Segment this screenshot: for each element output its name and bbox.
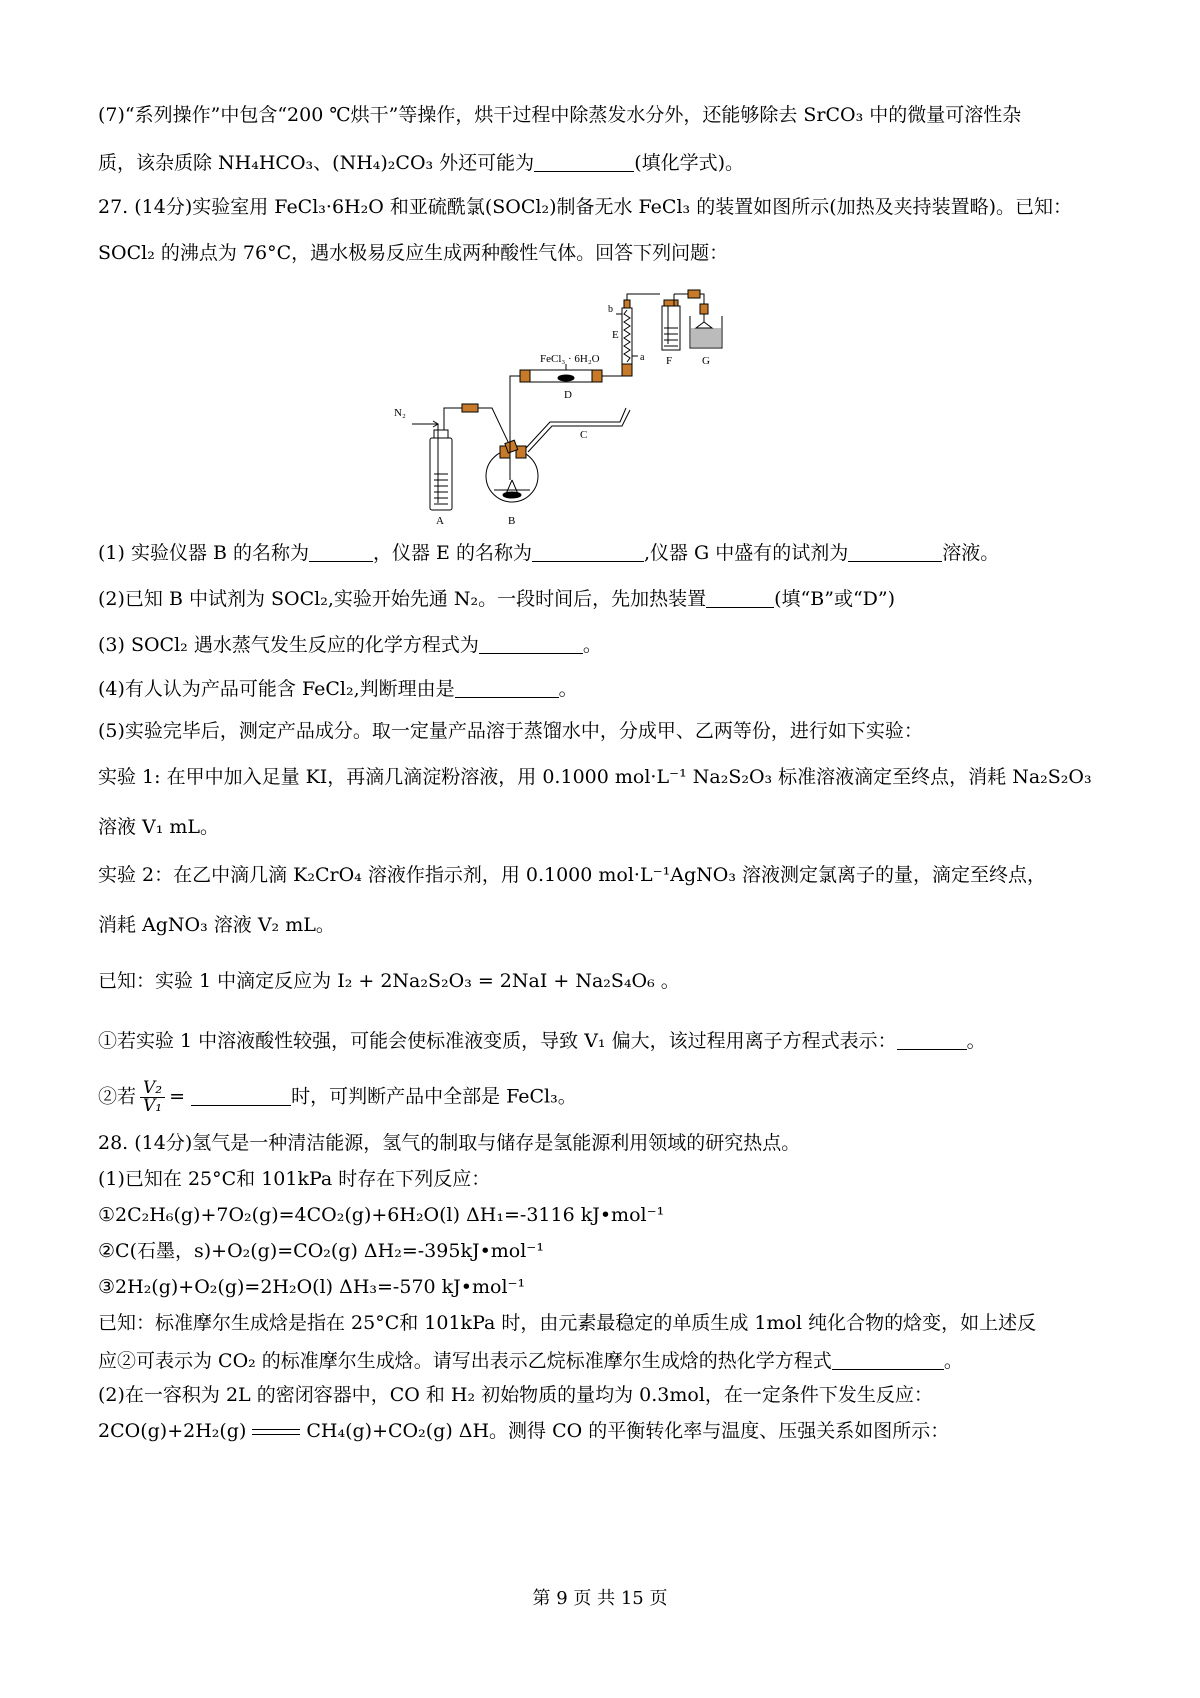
page-footer: 第 9 页 共 15 页: [532, 1588, 668, 1609]
answer-blank[interactable]: [832, 1350, 944, 1370]
fraction-numerator: V₂: [140, 1080, 165, 1098]
equilibrium-arrow-icon: [252, 1425, 300, 1439]
label-n2: N₂: [394, 407, 406, 419]
apparatus-diagram: [394, 298, 760, 530]
ratio-fraction: [140, 1080, 165, 1115]
q27-p3-a: (3) SOCl₂ 遇水蒸气发生反应的化学方程式为: [98, 634, 479, 656]
label-a: A: [436, 515, 444, 527]
q27-p2-b: (填“B”或“D”): [774, 588, 896, 610]
equals-sign: =: [169, 1085, 186, 1108]
q27-p3-b: 。: [582, 634, 602, 656]
q27-known: 已知：实验 1 中滴定反应为 I₂ + 2Na₂S₂O₃ = 2NaI + Na₂S₄O₆ 。: [98, 970, 680, 992]
flask-b: [486, 428, 538, 502]
label-b: B: [508, 515, 516, 527]
q26-7-line2: [98, 152, 744, 173]
label-f: F: [666, 355, 673, 367]
q27-exp2-line2: 消耗 AgNO₃ 溶液 V₂ mL。: [98, 914, 335, 936]
q28-p1: (1)已知在 25°C和 101kPa 时存在下列反应：: [98, 1168, 491, 1190]
q28-def2-a: 应②可表示为 CO₂ 的标准摩尔生成焓。请写出表示乙烷标准摩尔生成焓的热化学方程式: [98, 1350, 832, 1372]
label-a-port: a: [640, 352, 645, 363]
q27-exp1-line1: 实验 1: 在甲中加入足量 KI，再滴几滴淀粉溶液，用 0.1000 mol·L⁻¹ Na₂S₂O₃ 标准溶液滴定至终点，消耗 Na₂S₂O₃: [98, 766, 1092, 788]
q27-p4-b: 。: [558, 678, 578, 700]
answer-blank[interactable]: [706, 588, 774, 608]
q28-p2: (2)在一容积为 2L 的密闭容器中，CO 和 H₂ 初始物质的量均为 0.3mol，在一定条件下发生反应：: [98, 1384, 933, 1406]
answer-blank[interactable]: [534, 152, 634, 172]
q28-eq-right: CH₄(g)+CO₂(g) ΔH。测得 CO 的平衡转化率与温度、压强关系如图所示：: [306, 1420, 950, 1442]
q26-7-line2-text: 质，该杂质除 NH₄HCO₃、(NH₄)₂CO₃ 外还可能为: [98, 152, 535, 174]
q28-intro: 28. (14分)氢气是一种清洁能源，氢气的制取与储存是氢能源利用领域的研究热点。: [98, 1132, 801, 1154]
q28-reaction-2: ②C(石墨，s)+O₂(g)=CO₂(g) ΔH₂=-395kJ•mol⁻¹: [98, 1240, 544, 1262]
q28-definition-line1: 已知：标准摩尔生成焓是指在 25°C和 101kPa 时，由元素最稳定的单质生成 1mol 纯化合物的焓变，如上述反: [98, 1312, 1037, 1334]
q27-p2-a: (2)已知 B 中试剂为 SOCl₂,实验开始先通 N₂。一段时间后，先加热装置: [98, 588, 707, 610]
q27-c2: [98, 1080, 577, 1115]
q27-c2-a: ②若: [98, 1085, 137, 1108]
q27-intro-line2: SOCl₂ 的沸点为 76°C，遇水极易反应生成两种酸性气体。回答下列问题：: [98, 242, 729, 264]
answer-blank[interactable]: [532, 542, 644, 562]
tube-d: [520, 364, 602, 382]
q27-p4-a: (4)有人认为产品可能含 FeCl₂,判断理由是: [98, 678, 455, 700]
answer-blank[interactable]: [191, 1086, 291, 1106]
label-b-port: b: [608, 304, 613, 315]
label-fecl3: FeCl₃ · 6H₂O: [540, 353, 600, 365]
q28-equation: [98, 1422, 949, 1441]
label-e: E: [612, 329, 619, 341]
q27-c2-b: 时，可判断产品中全部是 FeCl₃。: [291, 1085, 577, 1108]
label-d: D: [564, 389, 572, 401]
q27-intro-line1: 27. (14分)实验室用 FeCl₃·6H₂O 和亚硫酰氯(SOCl₂)制备无水 FeCl₃ 的装置如图所示(加热及夹持装置略)。已知：: [98, 196, 1073, 218]
answer-blank[interactable]: [848, 542, 942, 562]
q27-p1-a: (1) 实验仪器 B 的名称为: [98, 542, 309, 564]
label-c: C: [580, 429, 588, 441]
q27-exp2-line1: 实验 2：在乙中滴几滴 K₂CrO₄ 溶液作指示剂，用 0.1000 mol·L⁻¹AgNO₃ 溶液测定氯离子的量，滴定至终点，: [98, 864, 1046, 886]
q27-p1: [98, 542, 999, 563]
q28-reaction-1: ①2C₂H₆(g)+7O₂(g)=4CO₂(g)+6H₂O(l) ΔH₁=-3116 kJ•mol⁻¹: [98, 1204, 665, 1226]
q27-c1-b: 。: [966, 1030, 986, 1052]
answer-blank[interactable]: [309, 542, 373, 562]
q27-p4: [98, 678, 578, 699]
q27-p5: (5)实验完毕后，测定产品成分。取一定量产品溶于蒸馏水中，分成甲、乙两等份，进行如下实验：: [98, 720, 923, 742]
q28-def2-b: 。: [943, 1350, 963, 1372]
q28-eq-left: 2CO(g)+2H₂(g): [98, 1420, 247, 1442]
q27-c1-a: ①若实验 1 中溶液酸性较强，可能会使标准液变质，导致 V₁ 偏大，该过程用离子方程式表示：: [98, 1030, 897, 1052]
answer-blank[interactable]: [479, 634, 583, 654]
q27-p1-d: 溶液。: [942, 542, 1000, 564]
q27-p1-b: ，仪器 E 的名称为: [373, 542, 532, 564]
q27-c1: [98, 1030, 986, 1051]
fraction-denominator: V₁: [143, 1096, 163, 1116]
q27-p1-c: ,仪器 G 中盛有的试剂为: [643, 542, 849, 564]
q26-7-line1: (7)“系列操作”中包含“200 ℃烘干”等操作，烘干过程中除蒸发水分外，还能够除去 SrCO₃ 中的微量可溶性杂: [98, 104, 1022, 126]
q26-7-line2-end: (填化学式)。: [634, 152, 745, 174]
q28-definition-line2: [98, 1350, 963, 1371]
q27-p3: [98, 634, 602, 655]
q27-p2: [98, 588, 895, 609]
condenser-e: [616, 294, 660, 376]
label-g: G: [702, 355, 710, 367]
bottle-a: [412, 410, 452, 510]
q28-reaction-3: ③2H₂(g)+O₂(g)=2H₂O(l) ΔH₃=-570 kJ•mol⁻¹: [98, 1276, 526, 1298]
beaker-g: [690, 316, 722, 348]
answer-blank[interactable]: [897, 1030, 967, 1050]
answer-blank[interactable]: [455, 678, 559, 698]
q27-exp1-line2: 溶液 V₁ mL。: [98, 816, 220, 838]
